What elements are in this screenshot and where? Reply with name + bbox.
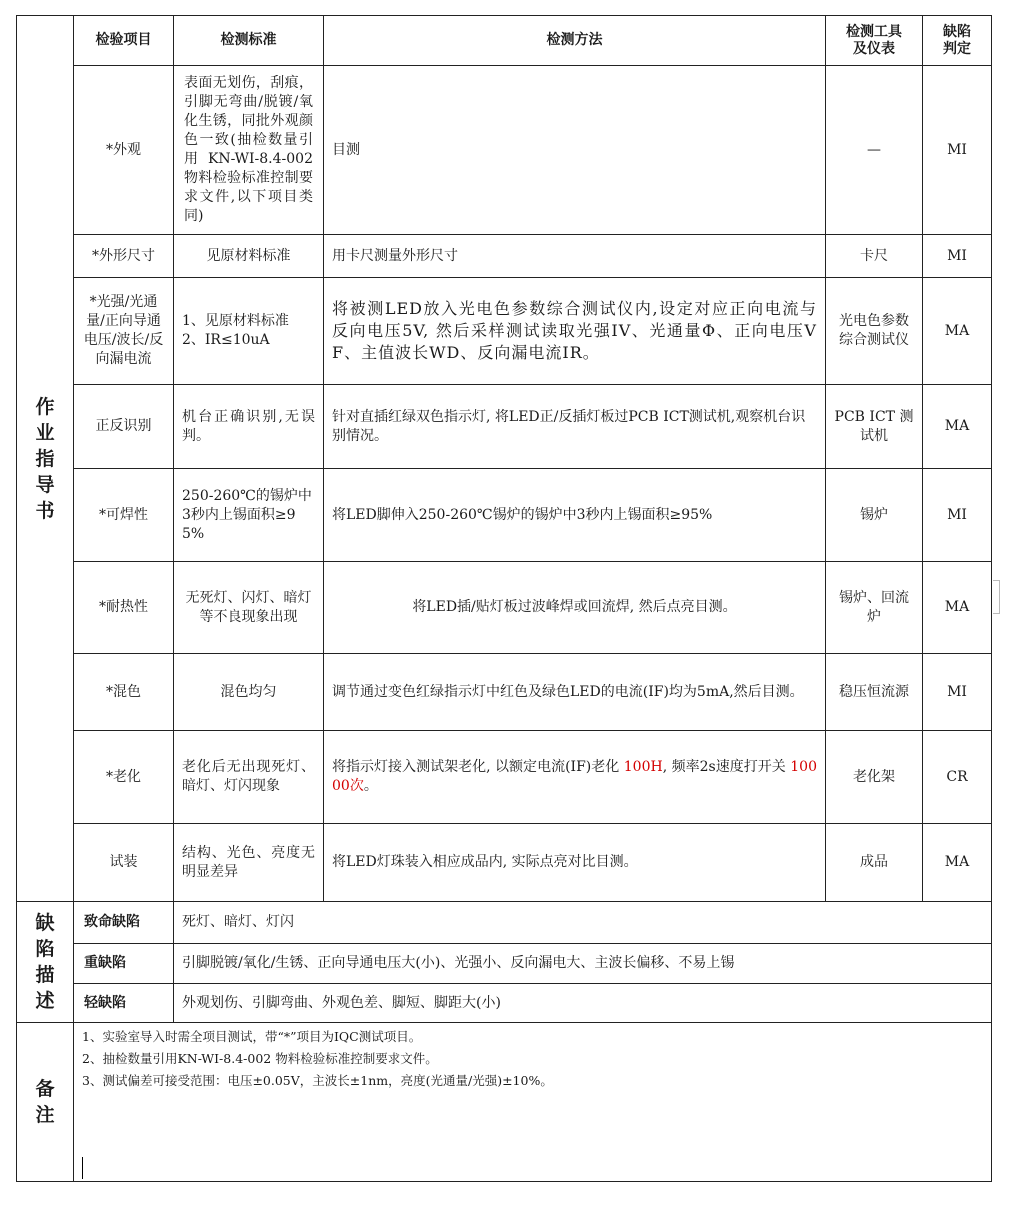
standard-line: 2、IR≤10uA [182, 332, 270, 348]
table-row [17, 731, 992, 824]
tool-cell: 光电色参数综合测试仪 [826, 278, 923, 385]
header-row [17, 16, 992, 66]
table-row [17, 235, 992, 278]
standard-cell: 混色均匀 [174, 654, 324, 731]
tool-cell: 锡炉 [826, 469, 923, 562]
tool-cell: 卡尺 [826, 235, 923, 278]
remarks-row [17, 1023, 992, 1182]
judge-cell: MA [923, 385, 992, 469]
judge-cell: MA [923, 278, 992, 385]
table-row [17, 66, 992, 235]
item-cell: *耐热性 [74, 562, 174, 654]
standard-line: 1、见原材料标准 [182, 313, 289, 329]
defect-label: 致命缺陷 [74, 902, 174, 944]
header-item: 检验项目 [74, 16, 174, 66]
method-highlight: 10000次 [332, 759, 817, 794]
method-cell: 用卡尺测量外形尺寸 [324, 235, 826, 278]
method-cell: 将LED脚伸入250-260℃锡炉的锡炉中3秒内上锡面积≥95% [324, 469, 826, 562]
method-cell: 调节通过变色红绿指示灯中红色及绿色LED的电流(IF)均为5mA,然后目测。 [324, 654, 826, 731]
item-cell: *可焊性 [74, 469, 174, 562]
standard-cell: 见原材料标准 [174, 235, 324, 278]
table-row [17, 385, 992, 469]
section-remarks [17, 1023, 74, 1182]
item-cell: *混色 [74, 654, 174, 731]
defect-text: 外观划伤、引脚弯曲、外观色差、脚短、脚距大(小) [174, 984, 992, 1023]
header-judge [923, 16, 992, 66]
text-cursor [82, 1157, 83, 1179]
table-row [17, 654, 992, 731]
method-cell [324, 731, 826, 824]
method-cell: 将被测LED放入光电色参数综合测试仪内,设定对应正向电流与反向电压5V, 然后采样测试读取光强IV、光通量Φ、正向电压VF、主值波长WD、反向漏电流IR。 [324, 278, 826, 385]
defect-row [17, 944, 992, 984]
defect-text: 死灯、暗灯、灯闪 [174, 902, 992, 944]
method-highlight: 100H [623, 759, 663, 775]
method-cell: 将LED灯珠装入相应成品内, 实际点亮对比目测。 [324, 824, 826, 902]
method-cell: 将LED插/贴灯板过波峰焊或回流焊, 然后点亮目测。 [324, 562, 826, 654]
tool-cell: — [826, 66, 923, 235]
judge-cell: MA [923, 562, 992, 654]
section-defects [17, 902, 74, 1023]
section-remarks-label: 备注 [35, 1078, 55, 1126]
remarks-cell[interactable] [74, 1023, 992, 1182]
judge-cell: MI [923, 235, 992, 278]
standard-cell [174, 278, 324, 385]
defect-row [17, 984, 992, 1023]
standard-cell: 机台正确识别,无误判。 [174, 385, 324, 469]
header-tool [826, 16, 923, 66]
tool-cell: 老化架 [826, 731, 923, 824]
standard-cell: 结构、光色、亮度无明显差异 [174, 824, 324, 902]
method-cell: 针对直插红绿双色指示灯, 将LED正/反插灯板过PCB ICT测试机,观察机台识别情况。 [324, 385, 826, 469]
header-judge-label: 缺陷判定 [943, 23, 971, 57]
section-defects-label: 缺陷描述 [35, 912, 55, 1012]
table-row [17, 278, 992, 385]
method-text: 将指示灯接入测试架老化, 以额定电流(IF)老化 [332, 759, 624, 775]
edge-marker [993, 580, 1000, 614]
method-text: 。 [363, 778, 378, 794]
judge-cell: MI [923, 654, 992, 731]
header-standard: 检测标准 [174, 16, 324, 66]
judge-cell: CR [923, 731, 992, 824]
defect-text: 引脚脱镀/氧化/生锈、正向导通电压大(小)、光强小、反向漏电大、主波长偏移、不易上锡 [174, 944, 992, 984]
header-tool-label: 检测工具及仪表 [846, 23, 902, 57]
table-row [17, 562, 992, 654]
table-row [17, 469, 992, 562]
section-guide-label: 作业指导书 [35, 395, 55, 522]
judge-cell: MA [923, 824, 992, 902]
item-cell: 试装 [74, 824, 174, 902]
judge-cell: MI [923, 469, 992, 562]
standard-cell: 无死灯、闪灯、暗灯等不良现象出现 [174, 562, 324, 654]
remark-line: 3、测试偏差可接受范围：电压±0.05V，主波长±1nm，亮度(光通量/光强)±10%。 [82, 1073, 553, 1088]
remark-line: 1、实验室导入时需全项目测试，带“*”项目为IQC测试项目。 [82, 1029, 422, 1044]
table-row [17, 824, 992, 902]
tool-cell: 锡炉、回流炉 [826, 562, 923, 654]
header-method: 检测方法 [324, 16, 826, 66]
tool-cell: PCB ICT 测试机 [826, 385, 923, 469]
item-cell: 正反识别 [74, 385, 174, 469]
item-cell: *外形尺寸 [74, 235, 174, 278]
tool-cell: 稳压恒流源 [826, 654, 923, 731]
tool-cell: 成品 [826, 824, 923, 902]
defect-label: 重缺陷 [74, 944, 174, 984]
judge-cell: MI [923, 66, 992, 235]
remark-line: 2、抽检数量引用KN-WI-8.4-002 物料检验标准控制要求文件。 [82, 1051, 438, 1066]
standard-cell: 250-260℃的锡炉中3秒内上锡面积≥95% [174, 469, 324, 562]
defect-row [17, 902, 992, 944]
standard-cell: 表面无划伤，刮痕，引脚无弯曲/脱镀/氧化生锈，同批外观颜色一致(抽检数量引用 KN-WI-8.4-002 物料检验标准控制要求文件,以下项目类同) [174, 66, 324, 235]
item-cell: *光强/光通量/正向导通电压/波长/反向漏电流 [74, 278, 174, 385]
item-cell: *老化 [74, 731, 174, 824]
section-guide [17, 16, 74, 902]
standard-cell: 老化后无出现死灯、暗灯、灯闪现象 [174, 731, 324, 824]
inspection-table [16, 15, 992, 1182]
method-cell: 目测 [324, 66, 826, 235]
item-cell: *外观 [74, 66, 174, 235]
defect-label: 轻缺陷 [74, 984, 174, 1023]
method-text: , 频率2s速度打开关 [662, 759, 791, 775]
